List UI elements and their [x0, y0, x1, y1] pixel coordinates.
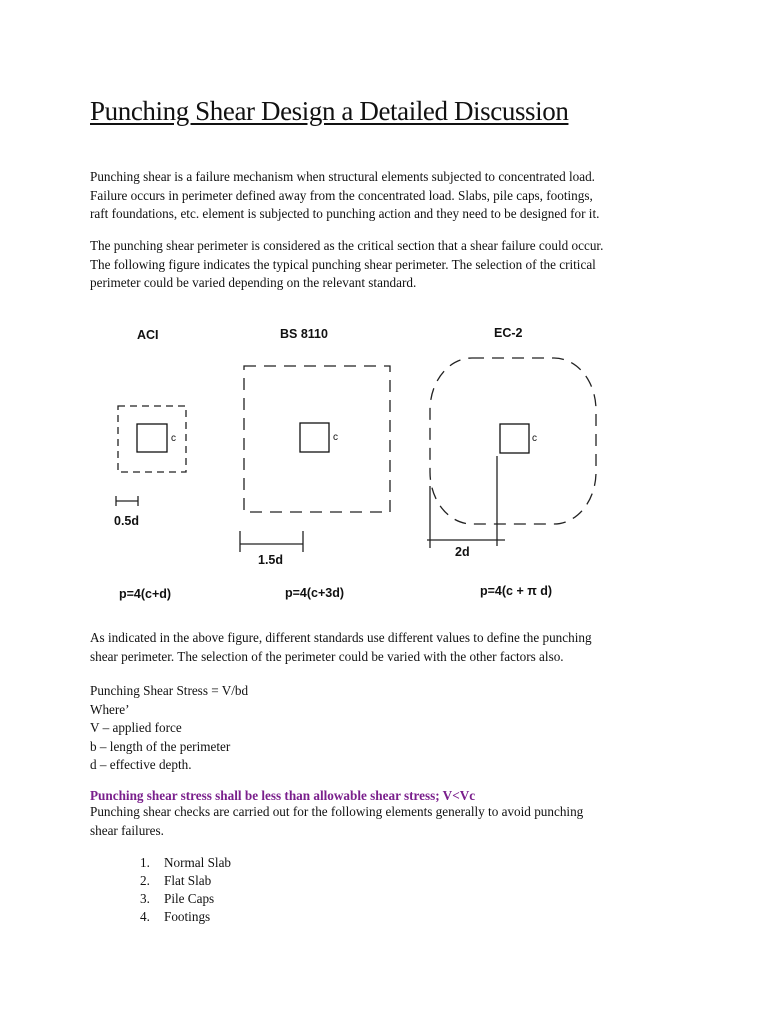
formula-line: Where’ — [90, 701, 130, 717]
ec2-column-label: c — [532, 433, 537, 444]
list-number: 3. — [140, 891, 150, 906]
elements-list — [140, 854, 231, 926]
text-line: The punching shear perimeter is considered as the critical section that a shear failure could occur. — [90, 238, 604, 253]
list-text: Flat Slab — [164, 873, 212, 888]
ec2-formula: p=4(c + π d) — [480, 584, 553, 598]
text-line: Punching shear checks are carried out for the following elements generally to avoid punching — [90, 804, 584, 819]
text-line: perimeter could be varied depending on the relevant standard. — [90, 275, 417, 290]
list-text: Footings — [164, 909, 211, 924]
formula-block — [90, 682, 690, 775]
checks-paragraph — [90, 803, 690, 840]
ec2-column — [500, 424, 529, 453]
aci-dimension-label: 0.5d — [114, 514, 140, 528]
bs8110-column — [300, 423, 329, 452]
ec2-label: EC-2 — [494, 326, 523, 340]
aci-label: ACI — [137, 328, 159, 342]
bs8110-formula: p=4(c+3d) — [285, 586, 345, 600]
text-line: As indicated in the above figure, different standards use different values to define the punching — [90, 630, 592, 645]
ec2-perimeter — [430, 358, 596, 524]
text-line: The following figure indicates the typical punching shear perimeter. The selection of the critical — [90, 256, 596, 272]
page-title: Punching Shear Design a Detailed Discussion — [90, 96, 569, 126]
intro-paragraph — [90, 168, 690, 224]
list-number: 1. — [140, 855, 150, 870]
bs8110-label: BS 8110 — [280, 327, 328, 341]
list-item — [140, 872, 231, 890]
punching-perimeter-figure — [90, 310, 610, 610]
list-text: Pile Caps — [164, 891, 215, 906]
bs8110-dimension-label: 1.5d — [258, 553, 284, 567]
formula-line: V – applied force — [90, 720, 182, 735]
bs8110-column-label: c — [333, 432, 338, 443]
formula-line: Punching Shear Stress = V/bd — [90, 683, 249, 698]
formula-line: b – length of the perimeter — [90, 738, 231, 754]
aci-dimension-line — [116, 496, 138, 506]
ec2-dimension-line — [427, 456, 505, 548]
aci-formula: p=4(c+d) — [119, 587, 172, 601]
list-number: 2. — [140, 873, 150, 888]
text-line: shear perimeter. The selection of the perimeter could be varied with the other factors also. — [90, 648, 564, 664]
list-text: Normal Slab — [164, 855, 232, 870]
aci-column — [137, 424, 167, 452]
bs8110-dimension-line — [240, 531, 303, 552]
text-line: Punching shear stress shall be less than allowable shear stress; V<Vc — [90, 788, 476, 803]
aci-column-label: c — [171, 433, 176, 444]
text-line: Failure occurs in perimeter defined away from the concentrated load. Slabs, pile caps, footings, — [90, 187, 593, 203]
perimeter-paragraph — [90, 237, 690, 293]
text-line: raft foundations, etc. element is subjected to punching action and they need to be designed for it. — [90, 206, 600, 221]
bs8110-perimeter — [244, 366, 390, 512]
list-item — [140, 890, 231, 908]
formula-line: d – effective depth. — [90, 757, 192, 772]
after-figure-paragraph — [90, 629, 690, 666]
text-line: Punching shear is a failure mechanism when structural elements subjected to concentrated load. — [90, 169, 595, 184]
text-line: shear failures. — [90, 822, 164, 838]
ec2-dimension-label: 2d — [455, 545, 470, 559]
list-item — [140, 908, 231, 926]
list-number: 4. — [140, 909, 150, 924]
list-item — [140, 854, 231, 872]
